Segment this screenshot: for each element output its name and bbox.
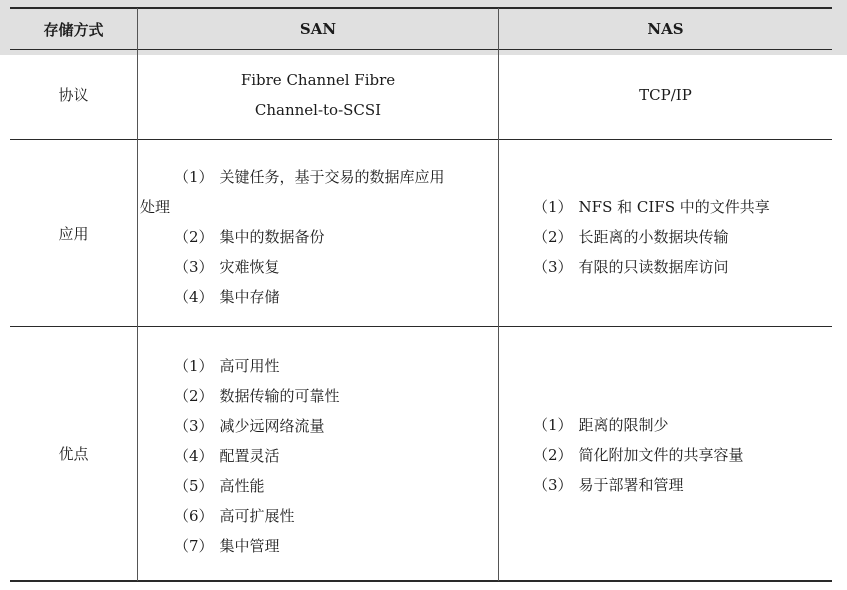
- item-text: 配置灵活: [219, 447, 280, 465]
- item-number: （1）: [174, 168, 214, 186]
- row-label-advantages: 优点: [58, 445, 89, 463]
- item-text: 集中存储: [219, 288, 280, 306]
- list-item: [174, 252, 498, 282]
- list-item: [138, 162, 498, 192]
- san-advantages-list: [138, 351, 498, 561]
- item-text: 减少远网络流量: [219, 417, 325, 435]
- item-number: （3）: [174, 417, 214, 435]
- item-text: 简化附加文件的共享容量: [578, 446, 744, 464]
- list-item: [174, 222, 498, 252]
- list-item: [533, 470, 832, 500]
- list-item: [174, 471, 498, 501]
- item-text: 高可扩展性: [219, 507, 295, 525]
- san-application-list: [138, 162, 498, 312]
- item-text: 长距离的小数据块传输: [578, 228, 729, 246]
- list-item: [533, 192, 832, 222]
- item-number: （4）: [174, 447, 214, 465]
- item-number: （2）: [174, 228, 214, 246]
- item-number: （1）: [533, 416, 573, 434]
- item-number: （3）: [533, 258, 573, 276]
- item-number: （7）: [174, 537, 214, 555]
- row-label-protocol: 协议: [58, 86, 89, 104]
- list-item-continuation: 处理: [140, 198, 171, 216]
- header-nas: NAS: [647, 20, 684, 38]
- item-number: （3）: [533, 476, 573, 494]
- item-number: （1）: [174, 357, 214, 375]
- item-text: 数据传输的可靠性: [219, 387, 340, 405]
- item-number: （4）: [174, 288, 214, 306]
- item-text: 易于部署和管理: [578, 476, 684, 494]
- row-label-application: 应用: [58, 224, 89, 243]
- item-text: 高可用性: [219, 357, 280, 375]
- list-item: [174, 501, 498, 531]
- item-number: （2）: [174, 387, 214, 405]
- item-text: NFS 和 CIFS 中的文件共享: [578, 198, 770, 216]
- list-item: [174, 282, 498, 312]
- nas-application-list: [499, 192, 832, 282]
- nas-protocol: TCP/IP: [639, 85, 692, 104]
- item-text: 有限的只读数据库访问: [578, 258, 729, 276]
- item-number: （2）: [533, 228, 573, 246]
- item-text: 灾难恢复: [219, 258, 280, 276]
- nas-advantages-list: [499, 410, 832, 500]
- item-text: 集中管理: [219, 537, 280, 555]
- san-protocol: [138, 50, 498, 139]
- list-item: [533, 440, 832, 470]
- item-text: 距离的限制少: [578, 416, 669, 434]
- list-item: [174, 381, 498, 411]
- list-item: [174, 441, 498, 471]
- item-number: （3）: [174, 258, 214, 276]
- bottom-rule: [10, 580, 832, 582]
- item-number: （5）: [174, 477, 214, 495]
- item-number: （6）: [174, 507, 214, 525]
- item-text: 关键任务，基于交易的数据库应用: [219, 168, 445, 186]
- item-number: （2）: [533, 446, 573, 464]
- san-protocol-line: Channel-to-SCSI: [254, 100, 382, 119]
- list-item: [174, 531, 498, 561]
- san-protocol-line: Fibre Channel Fibre: [240, 70, 396, 89]
- list-item: [174, 351, 498, 381]
- item-number: （1）: [533, 198, 573, 216]
- list-item: [533, 252, 832, 282]
- list-item: [533, 410, 832, 440]
- item-text: 高性能: [219, 477, 265, 495]
- header-san: SAN: [299, 20, 337, 38]
- item-text: 集中的数据备份: [219, 228, 325, 246]
- header-storage-method: 存储方式: [43, 20, 104, 39]
- list-item: [174, 411, 498, 441]
- list-item: [533, 222, 832, 252]
